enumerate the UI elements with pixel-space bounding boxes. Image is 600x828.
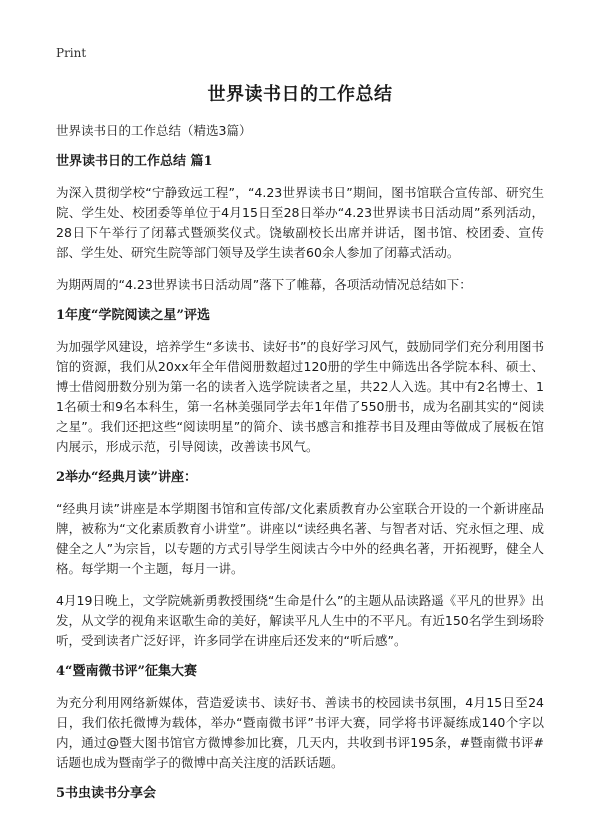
section-heading: 世界读书日的工作总结 篇1 bbox=[56, 154, 213, 169]
section-heading: 2举办“经典月读”讲座： bbox=[56, 470, 198, 485]
document-body bbox=[56, 122, 544, 815]
paragraph: 4月19日晚上，文学院姚新勇教授围绕“生命是什么”的主题从品读路遥《平凡的世界》出发，从文学的视角来讴歌生命的美好，解读平凡人生中的不平凡。有近150名学生到场聆听，受到读者广泛好评，许多同学在讲座后还发来的“听后感”。 bbox=[56, 593, 544, 648]
paragraph: 为期两周的“4.23世界读书日活动周”落下了帷幕，各项活动情况总结如下： bbox=[56, 277, 472, 292]
print-link[interactable]: Print bbox=[56, 46, 87, 60]
section-heading: 1年度“学院阅读之星”评选 bbox=[56, 308, 211, 323]
section-heading: 4“暨南微书评”征集大赛 bbox=[56, 664, 198, 679]
paragraph: 为充分利用网络新媒体，营造爱读书、读好书、善读书的校园读书氛围，4月15日至24日，我们依托微博为载体，举办“暨南微书评”书评大赛，同学将书评凝练成140个字以内，通过@暨大图书馆官方微博参加比赛，几天内，共收到书评195条，#暨南微书评#话题也成为暨南学子的微博中高关注度的活跃话题。 bbox=[56, 695, 544, 770]
document-subtitle: 世界读书日的工作总结（精选3篇） bbox=[56, 123, 252, 138]
paragraph: “经典月读”讲座是本学期图书馆和宣传部/文化素质教育办公室联合开设的一个新讲座品牌，被称为“文化素质教育小讲堂”。讲座以“读经典名著、与智者对话、究永恒之理、成健全之人”为宗旨，以专题的方式引导学生阅读古今中外的经典名著，开拓视野，健全人格。每学期一个主题，每月一讲。 bbox=[56, 501, 544, 576]
section-heading: 5书虫读书分享会 bbox=[56, 786, 157, 801]
paragraph: 为加强学风建设，培养学生“多读书、读好书”的良好学习风气，鼓励同学们充分利用图书馆的资源，我们从20xx年全年借阅册数超过120册的学生中筛选出各学院本科、硕士、博士借阅册数分别为第一名的读者入选学院读者之星，共22人入选。其中有2名博士、11名硕士和9名本科生，第一名林美强同学去年1年借了550册书，成为名副其实的“阅读之星”。我们还把这些“阅读明星”的简介、读书感言和推荐书目及理由等做成了展板在馆内展示，形成示范，引导阅读，改善读书风气。 bbox=[56, 339, 544, 454]
paragraph: 为深入贯彻学校“宁静致远工程”，“4.23世界读书日”期间，图书馆联合宣传部、研究生院、学生处、校团委等单位于4月15日至28日举办“4.23世界读书日活动周”系列活动，28日下午举行了闭幕式暨颁奖仪式。饶敏副校长出席并讲话，图书馆、校团委、宣传部、学生处、研究生院等部门领导及学生读者60余人参加了闭幕式活动。 bbox=[56, 185, 544, 260]
page-title: 世界读书日的工作总结 bbox=[207, 84, 393, 105]
